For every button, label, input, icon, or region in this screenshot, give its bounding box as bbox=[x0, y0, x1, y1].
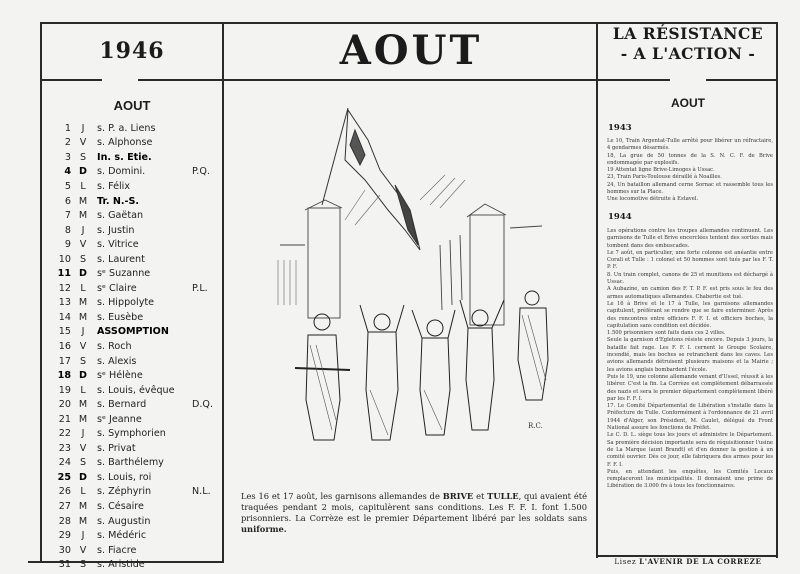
day-number: 27 bbox=[58, 500, 71, 512]
day-number: 25 bbox=[57, 471, 71, 483]
calendar-day-row bbox=[55, 412, 220, 427]
resistance-event: 8. Un train complet, canons de 25 et munitions est déchargé à Ussac. bbox=[607, 271, 773, 286]
day-of-week: S bbox=[79, 355, 87, 367]
calendar-day-row bbox=[55, 325, 220, 340]
calendar-day-row bbox=[55, 237, 220, 252]
day-saint: s. Domini. bbox=[97, 166, 146, 178]
frame-divider-right bbox=[596, 22, 598, 558]
day-number: 10 bbox=[58, 253, 71, 265]
resistance-heading-line1: LA RÉSISTANCE bbox=[612, 24, 764, 43]
day-saint: s. Félix bbox=[97, 180, 131, 192]
day-saint: sᵉ Jeanne bbox=[97, 413, 142, 425]
calendar-day-row bbox=[55, 136, 220, 151]
day-number: 8 bbox=[64, 224, 71, 236]
calendar-day-row bbox=[55, 266, 220, 281]
day-saint: sᵉ Hélène bbox=[97, 370, 143, 382]
calendar-day-row bbox=[55, 456, 220, 471]
calendar-day-row bbox=[55, 557, 220, 572]
day-number: 18 bbox=[57, 370, 71, 382]
resistance-event: Le C. D. L. siège tous les jours et administre le Département. Sa première décision importante sera de réquisitionner l'usine de La Marque (aunt Brandt) et d'en donner la gestion à un comité ouvrier. Dès ce jour, elle fabriquera des armes pour les F. F. I. bbox=[607, 432, 773, 468]
day-saint: s. Roch bbox=[97, 340, 132, 352]
day-number: 12 bbox=[58, 282, 71, 294]
calendar-day-row bbox=[55, 208, 220, 223]
calendar-day-row bbox=[55, 252, 220, 267]
day-of-week: M bbox=[78, 297, 88, 309]
calendar-day-row bbox=[55, 441, 220, 456]
caption-tulle: TULLE bbox=[487, 491, 519, 501]
day-number: 3 bbox=[64, 151, 71, 163]
calendar-day-row bbox=[55, 514, 220, 529]
caption-text-2: et bbox=[473, 491, 488, 501]
illustration-surrender-drawing bbox=[270, 100, 570, 480]
frame-header-rule-left bbox=[40, 79, 102, 81]
day-number: 31 bbox=[58, 559, 71, 571]
day-saint: s. Fiacre bbox=[97, 544, 137, 556]
calendar-day-row bbox=[55, 339, 220, 354]
day-of-week: S bbox=[79, 151, 87, 163]
day-of-week: J bbox=[81, 224, 85, 236]
day-of-week: D bbox=[79, 471, 87, 483]
calendar-day-row bbox=[55, 499, 220, 514]
day-number: 11 bbox=[57, 268, 71, 280]
day-of-week: M bbox=[78, 210, 88, 222]
day-of-week: V bbox=[79, 137, 87, 149]
day-number: 7 bbox=[64, 210, 71, 222]
resistance-event: 17. Le Comité Départemental de Libération s'installe dans la Préfecture de Tulle. Conformément à l'ordonnance de 21 avril 1944 d'Alger, son Président, M. Caulet, délégué du Front National assure les fonctions de Préfet. bbox=[607, 403, 773, 432]
day-number: 26 bbox=[58, 486, 71, 498]
frame-right-edge bbox=[776, 22, 778, 558]
resistance-heading-line2: - A L'ACTION - bbox=[620, 44, 756, 63]
day-of-week: S bbox=[79, 253, 87, 265]
day-saint: s. Bernard bbox=[97, 399, 147, 411]
day-of-week: M bbox=[78, 413, 88, 425]
calendar-day-row bbox=[55, 368, 220, 383]
resistance-events-1943 bbox=[607, 138, 773, 204]
day-of-week: V bbox=[79, 544, 87, 556]
calendar-month-title: AOUT bbox=[113, 98, 151, 113]
day-of-week: L bbox=[80, 180, 86, 192]
day-saint: s. Eusèbe bbox=[97, 311, 144, 323]
day-saint: s. Hippolyte bbox=[97, 297, 155, 309]
calendar-day-row bbox=[55, 397, 220, 412]
day-number: 28 bbox=[58, 515, 71, 527]
day-saint: s. P. a. Liens bbox=[97, 122, 156, 134]
calendar-day-row bbox=[55, 485, 220, 500]
calendar-day-list bbox=[55, 121, 220, 572]
resistance-event: Puis le 19, une colonne allemande venant d'Ussel, réussit à les libérer. C'est la fin. La Corrèze est complètement débarrassée des nazis et sera le premier département complètement libéré par les F. F. I. bbox=[607, 373, 773, 402]
day-saint: Tr. N.-S. bbox=[97, 195, 140, 207]
day-number: 6 bbox=[64, 195, 71, 207]
resistance-event: Le 7 août, en particulier, une forte colonne est anéantie entre Corali et Tulle : 1 colonel et 50 hommes sont tués par les F. T. P. F. bbox=[607, 249, 773, 271]
frame-header-rule-left2 bbox=[138, 79, 224, 81]
day-number: 23 bbox=[58, 442, 71, 454]
illustration-signature: R.C. bbox=[528, 422, 543, 430]
day-saint: ASSOMPTION bbox=[97, 326, 169, 338]
illustration-caption bbox=[241, 491, 587, 535]
resistance-month-title: AOUT bbox=[671, 96, 705, 110]
day-of-week: S bbox=[79, 559, 87, 571]
calendar-day-row bbox=[55, 426, 220, 441]
moon-phase-note: P.L. bbox=[192, 282, 208, 294]
day-saint: sᵉ Suzanne bbox=[97, 268, 151, 280]
caption-text-1: Les 16 et 17 août, les garnisons allemandes de bbox=[241, 491, 443, 501]
day-saint: s. Vitrice bbox=[97, 239, 139, 251]
resistance-event: Les opérations contre les troupes allemandes continuent. Les garnisons de Tulle et Brive encerclées tentent des sorties mais tombent dans des embuscades. bbox=[607, 228, 773, 249]
day-of-week: M bbox=[78, 399, 88, 411]
day-of-week: L bbox=[80, 486, 86, 498]
footer-newspaper-name: L'AVENIR DE LA CORREZE bbox=[639, 557, 762, 566]
day-of-week: D bbox=[79, 370, 87, 382]
calendar-year: 1946 bbox=[99, 38, 165, 64]
day-saint: s. Laurent bbox=[97, 253, 145, 265]
day-of-week: J bbox=[81, 122, 85, 134]
day-saint: s. Louis, évêque bbox=[97, 384, 175, 396]
resistance-event: Le 10, Train Argentat-Tulle arrêté pour libérer un réfractaire, 4 gendarmes désarmés. bbox=[607, 138, 773, 152]
resistance-year-1943: 1943 bbox=[608, 123, 632, 133]
calendar-day-row bbox=[55, 310, 220, 325]
calendar-day-row bbox=[55, 296, 220, 311]
day-number: 16 bbox=[58, 340, 71, 352]
day-of-week: S bbox=[79, 457, 87, 469]
day-of-week: J bbox=[81, 530, 85, 542]
day-number: 21 bbox=[58, 413, 71, 425]
figure-hatching bbox=[310, 315, 546, 435]
day-of-week: V bbox=[79, 239, 87, 251]
day-saint: s. Alphonse bbox=[97, 137, 153, 149]
day-saint: sᵉ Claire bbox=[97, 282, 137, 294]
frame-header-rule-right bbox=[598, 79, 670, 81]
day-of-week: J bbox=[81, 326, 85, 338]
flag-icon bbox=[322, 108, 420, 250]
moon-phase-note: N.L. bbox=[192, 486, 211, 498]
day-number: 17 bbox=[58, 355, 71, 367]
calendar-day-row bbox=[55, 179, 220, 194]
day-number: 30 bbox=[58, 544, 71, 556]
page-title-month: AOUT bbox=[339, 26, 483, 74]
resistance-event: Puis, en attendant les enquêtes, les Comités Locaux remplaceront les municipalités. Il donnaient une prime de Libération de 3.000 frs à tous les fonctionnaires. bbox=[607, 468, 773, 490]
day-number: 24 bbox=[58, 457, 71, 469]
day-number: 19 bbox=[58, 384, 71, 396]
day-number: 29 bbox=[58, 530, 71, 542]
day-number: 1 bbox=[64, 122, 71, 134]
calendar-day-row bbox=[55, 281, 220, 296]
day-saint: s. Césaire bbox=[97, 500, 144, 512]
calendar-day-row bbox=[55, 121, 220, 136]
day-saint: s. Louis, roi bbox=[97, 471, 152, 483]
resistance-heading bbox=[600, 24, 776, 74]
frame-header-rule-right2 bbox=[706, 79, 778, 81]
calendar-day-row bbox=[55, 150, 220, 165]
calendar-day-row bbox=[55, 470, 220, 485]
resistance-event: 18, La grue de 50 tonnes de la S. N. C. F. de Brive endommagée par explosifs. bbox=[607, 152, 773, 166]
day-number: 22 bbox=[58, 428, 71, 440]
background-building-hatching bbox=[278, 175, 465, 305]
day-number: 5 bbox=[64, 180, 71, 192]
resistance-year-1944: 1944 bbox=[608, 212, 632, 222]
calendar-day-row bbox=[55, 354, 220, 369]
day-of-week: M bbox=[78, 515, 88, 527]
frame-divider-left bbox=[222, 22, 224, 562]
day-number: 20 bbox=[58, 399, 71, 411]
caption-uniforme: uniforme. bbox=[241, 524, 287, 534]
footer-prefix: Lisez bbox=[614, 557, 637, 566]
day-of-week: D bbox=[79, 166, 87, 178]
day-number: 14 bbox=[58, 311, 71, 323]
day-saint: s. Gaëtan bbox=[97, 210, 144, 222]
day-saint: s. Privat bbox=[97, 442, 136, 454]
caption-brive: BRIVE bbox=[442, 491, 474, 501]
figures-soldiers bbox=[295, 291, 548, 440]
calendar-day-row bbox=[55, 223, 220, 238]
day-of-week: L bbox=[80, 282, 86, 294]
day-saint: s. Augustin bbox=[97, 515, 151, 527]
day-number: 9 bbox=[64, 239, 71, 251]
day-saint: s. Aristide bbox=[97, 559, 145, 571]
calendar-day-row bbox=[55, 383, 220, 398]
day-number: 13 bbox=[58, 297, 71, 309]
day-saint: s. Justin bbox=[97, 224, 135, 236]
calendar-day-row bbox=[55, 194, 220, 209]
day-saint: s. Barthélemy bbox=[97, 457, 164, 469]
day-saint: s. Médéric bbox=[97, 530, 147, 542]
calendar-day-row bbox=[55, 528, 220, 543]
day-number: 15 bbox=[58, 326, 71, 338]
resistance-event: 23, Train Paris-Toulouse déraillé à Noailles. bbox=[607, 174, 722, 181]
resistance-event: 19 Attentat ligne Brive-Limoges à Ussac. bbox=[607, 167, 715, 174]
day-of-week: M bbox=[78, 311, 88, 323]
day-of-week: V bbox=[79, 442, 87, 454]
resistance-events-1944 bbox=[607, 228, 773, 491]
day-of-week: J bbox=[81, 428, 85, 440]
day-of-week: M bbox=[78, 195, 88, 207]
day-number: 2 bbox=[64, 137, 71, 149]
calendar-day-row bbox=[55, 543, 220, 558]
resistance-event: Seule la garnison d'Egletons résiste encore. Depuis 3 jours, la bataille fait rage. Les F. F. I. cernent le Groupe Scolaire, incendié, mais les boches se retranchent dans les caves. Les avions allemands détruisent plusieurs maisons et la Mairie ; les avions anglais bombardent l'école. bbox=[607, 337, 773, 373]
day-number: 4 bbox=[64, 166, 71, 178]
moon-phase-note: P.Q. bbox=[192, 166, 210, 178]
resistance-event: A Aubazine, un camion des F. T. P. F. est pris sous le feu des armes automatiques allemandes. Chabertie est tué. bbox=[607, 286, 773, 300]
resistance-event: 24, Un bataillon allemand cerne Sornac et rassemble tous les hommes sur la Place. bbox=[607, 181, 773, 196]
footer-newspaper-ad bbox=[600, 557, 776, 566]
resistance-event: Une locomotive détruite à Estavel. bbox=[607, 196, 699, 203]
caption-text-3: , qui avaient été traquées pendant 2 mois, capitulèrent sans conditions. Les F. F. I. font 1.500 prisonniers. La Corrèze est le premier Département libéré par les soldats sans bbox=[241, 491, 587, 523]
day-of-week: L bbox=[80, 384, 86, 396]
day-saint: In. s. Etie. bbox=[97, 151, 152, 163]
day-saint: s. Zéphyrin bbox=[97, 486, 152, 498]
day-saint: s. Symphorien bbox=[97, 428, 166, 440]
calendar-day-row bbox=[55, 165, 220, 180]
day-saint: s. Alexis bbox=[97, 355, 137, 367]
day-of-week: M bbox=[78, 500, 88, 512]
day-of-week: V bbox=[79, 340, 87, 352]
resistance-event: 1.500 prisonniers sont faits dans ces 2 villes. bbox=[607, 330, 726, 337]
moon-phase-note: D.Q. bbox=[192, 399, 214, 411]
day-of-week: D bbox=[79, 268, 87, 280]
frame-header-rule-center bbox=[224, 79, 598, 81]
resistance-event: Le 16 à Brive et le 17 à Tulle, les garnisons allemandes capitulent, préférant se rendre que se faire exterminer. Après des rencontres entre officiers F. F. I. et officiers boches, la capitulation sans condition est décidée. bbox=[607, 300, 773, 329]
